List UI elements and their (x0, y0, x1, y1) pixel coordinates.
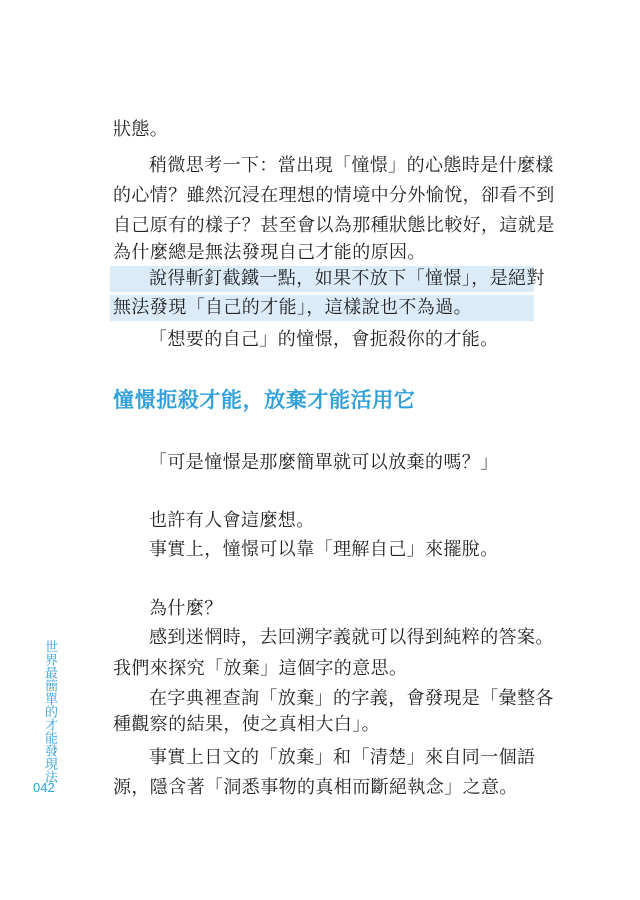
body-text-line: 我們來探究「放棄」這個字的意思。 (113, 658, 408, 679)
body-text-line: 為什麼？ (149, 598, 223, 619)
body-text-line: 「想要的自己」的憧憬，會扼殺你的才能。 (149, 329, 499, 350)
body-text-line: 為什麼總是無法發現自己才能的原因。 (113, 242, 426, 263)
body-text-line: 在字典裡查詢「放棄」的字義，會發現是「彙整各 (149, 688, 554, 709)
body-text-line: 感到迷惘時，去回溯字義就可以得到純粹的答案。 (149, 627, 554, 648)
body-text-line: 稍微思考一下：當出現「憧憬」的心態時是什麼樣 (149, 155, 554, 176)
body-text-line: 種觀察的結果，使之真相大白」。 (113, 714, 380, 735)
body-text-line: 源，隱含著「洞悉事物的真相而斷絕執念」之意。 (113, 777, 518, 798)
body-text-line: 自己原有的樣子？甚至會以為那種狀態比較好，這就是 (113, 215, 555, 236)
highlighted-text-line: 說得斬釘截鐵一點，如果不放下「憧憬」，是絕對 (149, 268, 545, 289)
body-text-line: 事實上日文的「放棄」和「清楚」來自同一個語 (149, 747, 536, 768)
quote-line: 「可是憧憬是那麼簡單就可以放棄的嗎？」 (149, 452, 499, 473)
body-text-line: 狀態。 (113, 119, 169, 140)
book-title-running-head: 世界最簡單的才能發現法 (42, 640, 57, 783)
body-text-line: 的心情？雖然沉浸在理想的情境中分外愉悅，卻看不到 (113, 185, 555, 206)
body-text-line: 也許有人會這麼想。 (149, 510, 315, 531)
highlighted-text-line: 無法發現「自己的才能」，這樣說也不為過。 (113, 297, 472, 318)
body-text-line: 事實上，憧憬可以靠「理解自己」來擺脫。 (149, 539, 499, 560)
page-number: 042 (33, 780, 55, 795)
section-heading: 憧憬扼殺才能，放棄才能活用它 (113, 388, 416, 412)
